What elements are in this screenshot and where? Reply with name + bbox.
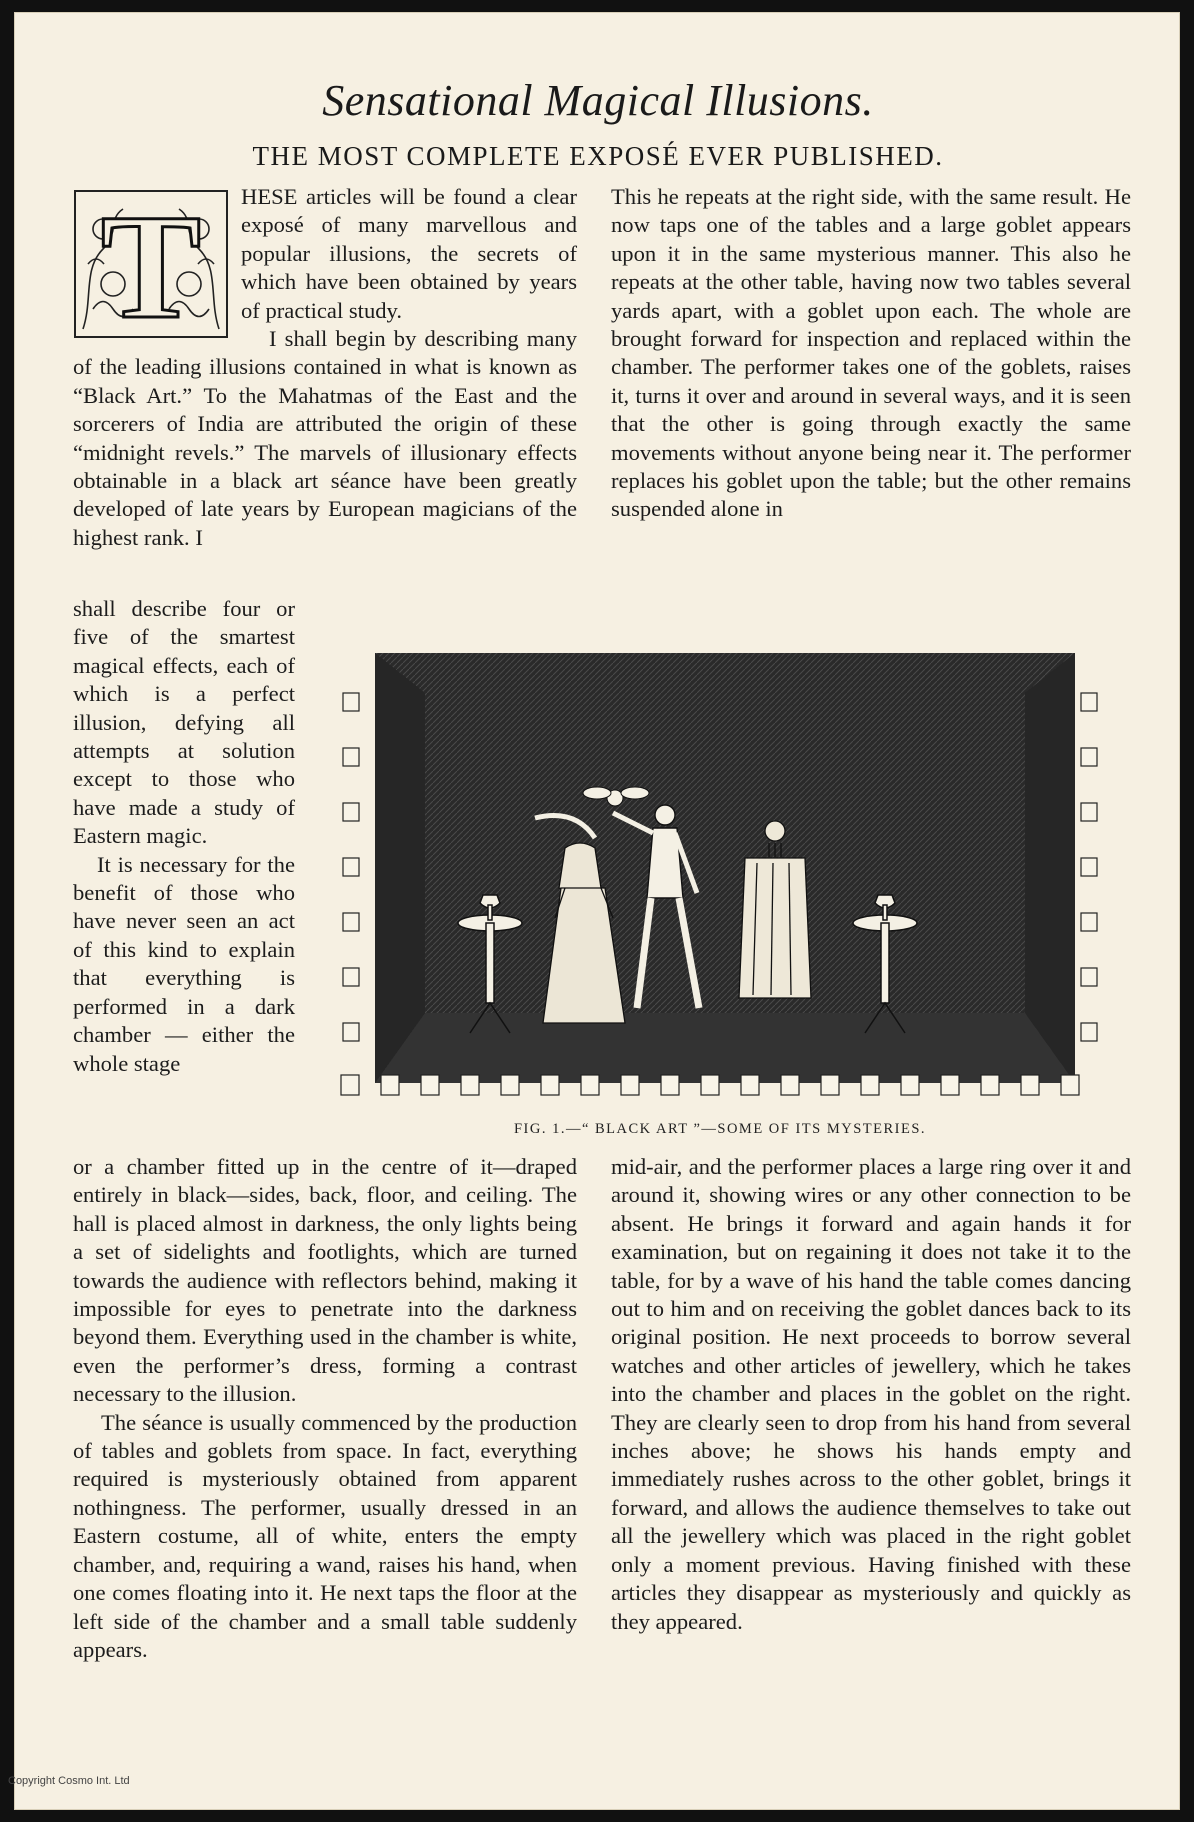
jewellery-paragraph: mid-air, and the performer places a large ring over it and around it, showing wires or any other connection to be absent. He brings it forward and again hands it for examination, but on regaining it does not take it to the table, for by a wave of his hand the table comes dancing out to him and on receiving the goblet dances back to its original position. He next proceeds to borrow several watches and other articles of jewellery, which he takes into the chamber and places in the goblet on the right. They are clearly seen to drop from his hand from several inches above; he shows his hands empty and immediately rushes across to the other goblet, brings it forward, and allows the audience themselves to take out all the jewellery which was placed in the right goblet only a moment previous. Having finished with these articles they disappear as mysteriously and quickly as they appeared. — [611, 1154, 1131, 1634]
magazine-page — [14, 12, 1180, 1810]
black-art-paragraph: I shall begin by describing many of the leading illusions contained in what is known as “Black Art.” To the Mahatmas of the East and the sorcerers of India are attributed the origin of these “midnight revels.” The marvels of illusionary effects obtainable in a black art séance have been greatly developed of late years by European magicians of the highest rank. I — [73, 326, 577, 550]
article-subtitle: THE MOST COMPLETE EXPOSÉ EVER PUBLISHED. — [252, 141, 944, 171]
right-column — [611, 183, 1131, 524]
copyright-notice: Copyright Cosmo Int. Ltd — [8, 1775, 130, 1787]
article-title: Sensational Magical Illusions. — [322, 76, 874, 125]
figure-caption: FIG. 1.—“ BLACK ART ”—SOME OF ITS MYSTERIES. — [513, 1121, 927, 1137]
narrow-column — [73, 595, 295, 1078]
intro-paragraph: HESE articles will be found a clear exposé of many marvellous and popular illusions, the secrets of which have been obtained by years of practical study. — [241, 184, 577, 323]
effects-paragraph: shall describe four or five of the smartest magical effects, each of which is a perfect illusion, defying all attempts at solution except to those who have made a study of Eastern magic. — [73, 596, 295, 849]
bottom-left-column — [73, 1153, 577, 1664]
seance-paragraph: The séance is usually commenced by the production of tables and goblets from space. In fact, everything required is mysteriously obtained from apparent nothingness. The performer, usually dressed in an Eastern costume, all of white, enters the empty chamber, and, requiring a wand, raises his hand, when one comes floating into it. He next taps the floor at the left side of the chamber and a small table suddenly appears. — [73, 1409, 577, 1662]
ornamental-dropcap-icon — [73, 189, 229, 339]
black-art-illustration — [325, 633, 1115, 1113]
dropcap-letter: T — [100, 189, 202, 339]
left-column — [73, 183, 577, 552]
tables-goblets-paragraph: This he repeats at the right side, with the same result. He now taps one of the tables and a large goblet appears upon it in the same mysterious manner. This also he repeats at the other table, having now two tables several yards apart, with a goblet upon each. The whole are brought forward for inspection and replaced within the chamber. The performer takes one of the goblets, raises it, turns it over and around in several ways, and it is seen that the other is going through exactly the same movements without anyone being near it. The performer replaces his goblet upon the table; but the other remains suspended alone in — [611, 184, 1131, 522]
skull-icon — [765, 821, 785, 841]
chamber-paragraph: or a chamber fitted up in the centre of it—draped entirely in black—sides, back, floor, and ceiling. The hall is placed almost in darkness, the only lights being a set of sidelights and footlights, which are turned towards the audience with reflectors behind, making it impossible for eyes to penetrate into the darkness beyond them. Everything used in the chamber is white, even the performer’s dress, forming a contrast necessary to the illusion. — [73, 1154, 577, 1407]
dark-chamber-paragraph: It is necessary for the benefit of those who have never seen an act of this kind to explain that everything is performed in a dark chamber — either the whole stage — [73, 851, 295, 1076]
bottom-right-column — [611, 1153, 1131, 1636]
